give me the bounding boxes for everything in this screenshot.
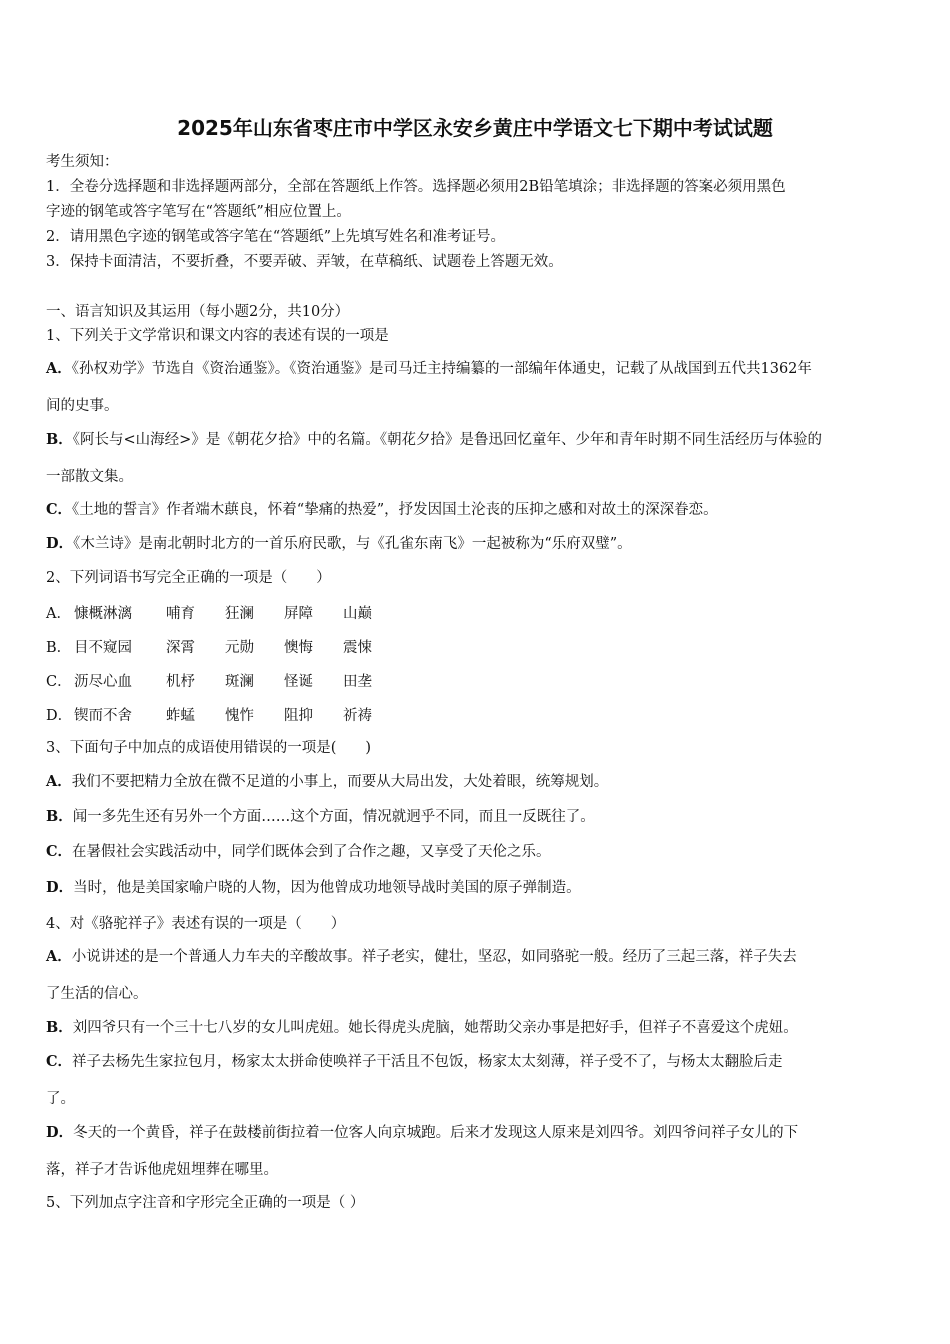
option-label: A． [46,948,72,965]
q3-stem: 3、下面句子中加点的成语使用错误的一项是( ) [46,740,372,756]
q5-stem: 5、下列加点字注音和字形完全正确的一项是（ ） [46,1195,365,1211]
word: 震悚 [343,640,372,656]
notice-heading: 考生须知： [46,154,119,170]
q4-option-d-cont: 落，祥子才告诉他虎妞埋葬在哪里。 [46,1162,278,1178]
q1-option-b [46,430,916,450]
word: 慷概淋漓 [74,606,132,622]
section-heading: 一、语言知识及其运用（每小题2分，共10分） [46,304,350,320]
word: 田垄 [343,674,372,690]
option-label: C． [46,843,73,860]
q4-stem: 4、对《骆驼祥子》表述有误的一项是（ ） [46,916,346,932]
q1-option-b-cont: 一部散文集。 [46,469,133,485]
word: 深霄 [166,640,195,656]
option-label: C． [46,1053,73,1070]
word: 祈祷 [343,708,372,724]
q4-option-a [46,947,916,967]
option-text: 小说讲述的是一个普通人力车夫的辛酸故事。祥子老实，健壮，坚忍，如同骆驼一般。经历了三起三落，祥子失去 [71,949,797,965]
option-label: C． [46,674,72,690]
option-text: 闻一多先生还有另外一个方面……这个方面，情况就迥乎不同，而且一反既往了。 [72,809,595,825]
q2-stem: 2、下列词语书写完全正确的一项是（ ） [46,570,331,586]
q3-option-c [46,842,916,862]
option-label: C． [46,501,73,518]
option-label: D． [46,879,74,896]
option-text: 我们不要把精力全放在微不足道的小事上，而要从大局出发，大处着眼，统筹规划。 [71,774,609,790]
word: 斑澜 [225,674,254,690]
option-text: 冬天的一个黄昏，祥子在鼓楼前街拉着一位客人向京城跑。后来才发现这人原来是刘四爷。刘四爷问祥子女儿的下 [73,1125,799,1141]
word: 锲而不舍 [74,708,132,724]
option-label: B． [46,808,73,825]
word: 目不窥园 [74,640,132,656]
word: 愧怍 [225,708,254,724]
word: 阻抑 [284,708,313,724]
notice-item-1-line-2: 字迹的钢笔或答字笔写在“答题纸”相应位置上。 [46,204,351,220]
q4-option-c [46,1052,916,1072]
option-label: B． [46,431,73,448]
page-title: 2025年山东省枣庄市中学区永安乡黄庄中学语文七下期中考试试题 [177,116,773,140]
option-label: D． [46,1124,74,1141]
option-text: 《土地的誓言》作者端木蕻良，怀着“挚痛的热爱”，抒发因国土沦丧的压抑之感和对故土的深深眷恋。 [72,502,718,518]
q4-option-c-cont: 了。 [46,1091,75,1107]
option-label: A． [46,360,72,377]
word: 狂澜 [225,606,254,622]
option-label: D． [46,535,74,552]
option-label: D． [46,708,73,724]
word: 山巅 [343,606,372,622]
option-label: A． [46,773,72,790]
option-text: 《孙权劝学》节选自《资治通鉴》。《资治通鉴》是司马迁主持编纂的一部编年体通史，记载了从战国到五代共1362年 [71,361,812,377]
word: 沥尽心血 [74,674,132,690]
option-text: 在暑假社会实践活动中，同学们既体会到了合作之趣，又享受了天伦之乐。 [72,844,551,860]
option-text: 《木兰诗》是南北朝时北方的一首乐府民歌，与《孔雀东南飞》一起被称为“乐府双璧”。 [73,536,632,552]
word: 蚱蜢 [166,708,195,724]
q1-option-a [46,359,916,379]
word: 屏障 [284,606,313,622]
word: 哺育 [166,606,195,622]
q1-option-d [46,534,916,554]
q4-option-b [46,1018,916,1038]
option-text: 祥子去杨先生家拉包月，杨家太太拼命使唤祥子干活且不包饭，杨家太太刻薄，祥子受不了，与杨太太翻脸后走 [72,1054,783,1070]
q1-option-a-cont: 间的史事。 [46,398,119,414]
q3-option-d [46,878,916,898]
option-label: B． [46,640,72,656]
option-text: 刘四爷只有一个三十七八岁的女儿叫虎妞。她长得虎头虎脑，她帮助父亲办事是把好手，但祥子不喜爱这个虎妞。 [72,1020,798,1036]
word: 机杼 [166,674,195,690]
q3-option-b [46,807,916,827]
option-text: 《阿长与<山海经>》是《朝花夕拾》中的名篇。《朝花夕拾》是鲁迅回忆童年、少年和青年时期不同生活经历与体验的 [72,432,823,448]
q1-stem: 1、下列关于文学常识和课文内容的表述有误的一项是 [46,328,389,344]
q4-option-d [46,1123,916,1143]
q1-option-c [46,500,916,520]
word: 元勋 [225,640,254,656]
option-label: A． [46,606,71,622]
word: 怪诞 [284,674,313,690]
option-text: 当时，他是美国家喻户晓的人物，因为他曾成功地领导战时美国的原子弹制造。 [73,880,581,896]
q3-option-a [46,772,916,792]
word: 懊悔 [284,640,313,656]
q4-option-a-cont: 了生活的信心。 [46,986,148,1002]
notice-item-1-line-1: 1．全卷分选择题和非选择题两部分，全部在答题纸上作答。选择题必须用2B铅笔填涂；非选择题的答案必须用黑色 [46,179,786,195]
notice-item-3: 3．保持卡面清洁，不要折叠，不要弄破、弄皱，在草稿纸、试题卷上答题无效。 [46,254,563,270]
option-label: B． [46,1019,73,1036]
notice-item-2: 2．请用黑色字迹的钢笔或答字笔在“答题纸”上先填写姓名和准考证号。 [46,229,506,245]
